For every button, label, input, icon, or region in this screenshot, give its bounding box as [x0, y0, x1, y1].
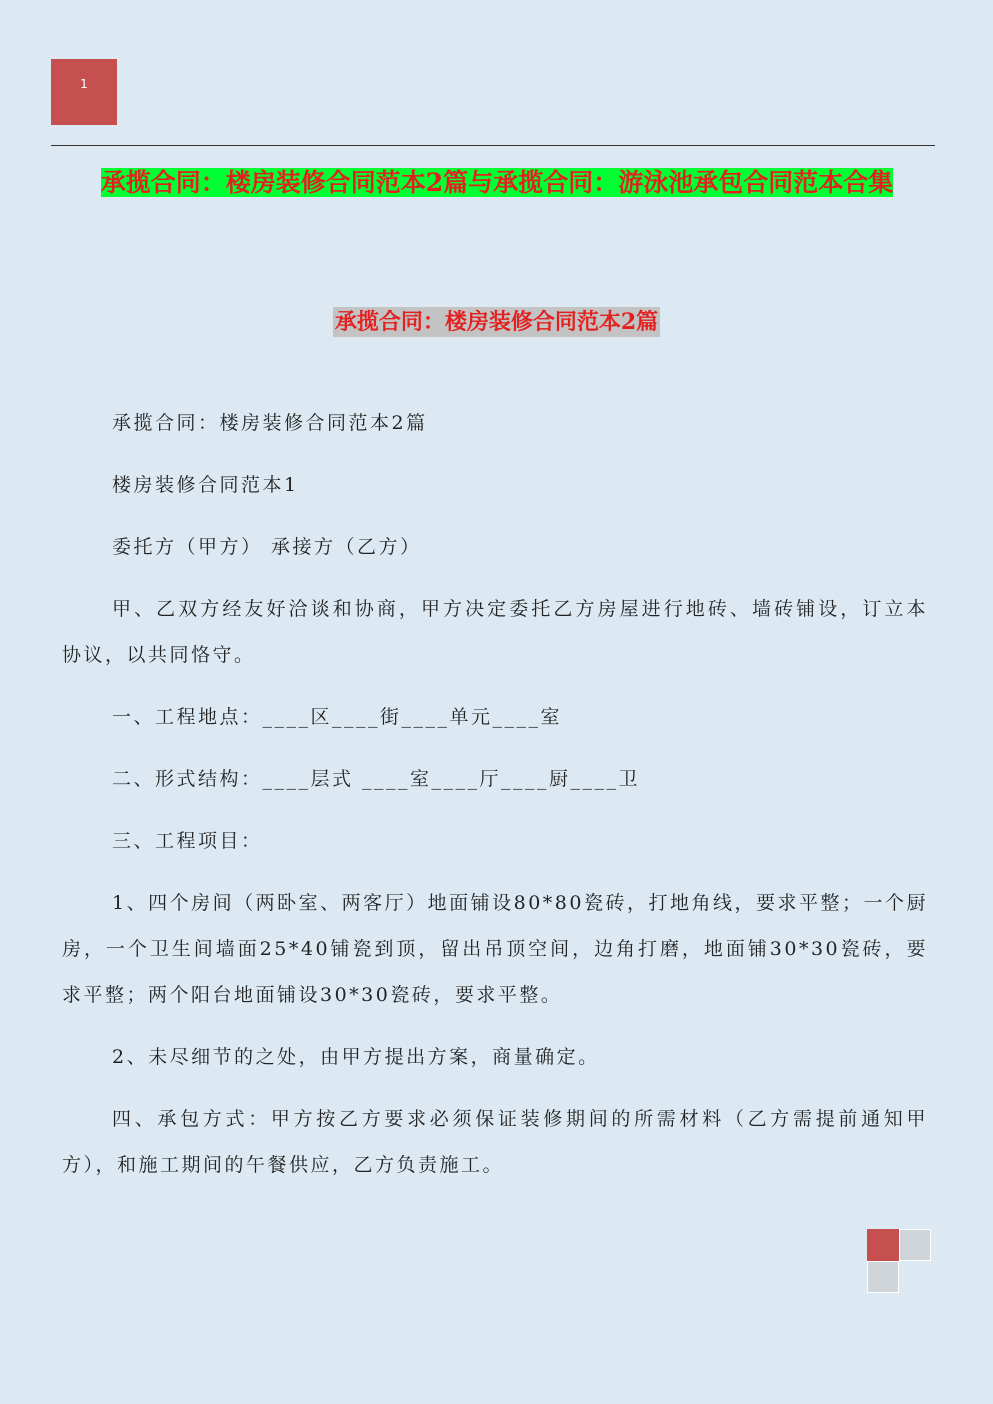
paragraph: 承揽合同：楼房装修合同范本2篇 — [112, 412, 428, 434]
paragraph: 三、工程项目： — [112, 830, 263, 852]
corner-decoration-red — [867, 1229, 899, 1261]
paragraph: 委托方（甲方） 承接方（乙方） — [112, 536, 422, 558]
paragraph: 一、工程地点：____区____街____单元____室 — [112, 706, 563, 728]
paragraph: 2、未尽细节的之处，由甲方提出方案，商量确定。 — [112, 1046, 600, 1068]
corner-decoration-gray — [899, 1229, 931, 1261]
page-number-badge — [51, 59, 117, 125]
paragraph: 楼房装修合同范本1 — [112, 474, 299, 496]
paragraph: 二、形式结构：____层式 ____室____厅____厨____卫 — [112, 768, 641, 790]
header-divider — [51, 145, 935, 146]
document-title-text: 承揽合同：楼房装修合同范本2篇与承揽合同：游泳池承包合同范本合集 — [100, 168, 894, 197]
document-body — [62, 400, 928, 1204]
page-number: 1 — [80, 77, 88, 91]
section-title-text: 承揽合同：楼房装修合同范本2篇 — [334, 309, 659, 335]
paragraph: 四、承包方式：甲方按乙方要求必须保证装修期间的所需材料（乙方需提前通知甲方），和施工期间的午餐供应，乙方负责施工。 — [62, 1108, 928, 1176]
section-title — [0, 306, 993, 338]
paragraph: 甲、乙双方经友好洽谈和协商，甲方决定委托乙方房屋进行地砖、墙砖铺设，订立本协议，以共同恪守。 — [62, 598, 928, 666]
document-title — [62, 165, 932, 200]
corner-decoration-gray — [867, 1261, 899, 1293]
paragraph: 1、四个房间（两卧室、两客厅）地面铺设80*80瓷砖，打地角线，要求平整；一个厨房，一个卫生间墙面25*40铺瓷到顶，留出吊顶空间，边角打磨，地面铺30*30瓷砖，要求平整；两个阳台地面铺设30*30瓷砖，要求平整。 — [62, 892, 928, 1006]
